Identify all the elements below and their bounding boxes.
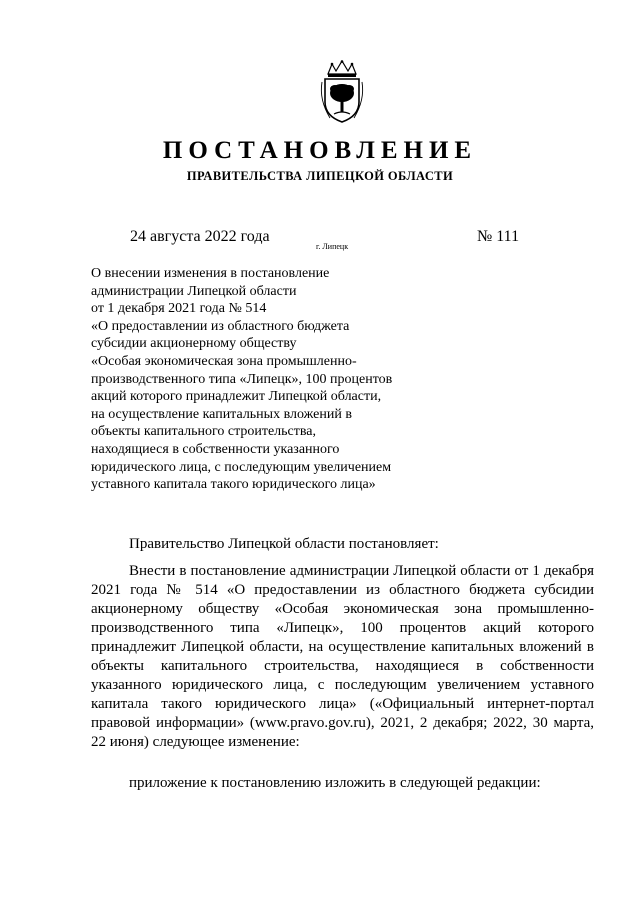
subject-line: «О предоставлении из областного бюджета <box>91 318 350 334</box>
body-paragraph: Внести в постановление администрации Липецкой области от 1 декабря 2021 года № 514 «О предоставлении из областного бюджета субсидии акционерному обществу «Особая экономическая зона промышленно-производственного типа «Липецк», 100 процентов акций которого принадлежит Липецкой области, на осуществление капитальных вложений в объекты капитального строительства, находящиеся в собственности указанного юридического лица, с последующим увеличением уставного капитала такого юридического лица» («Официальный интернет-портал правовой информации» (www.pravo.gov.ru), 2021, 2 декабря; 2022, 30 марта, 22 июня) следующее изменение: <box>91 563 594 750</box>
subject-line: производственного типа «Липецк», 100 процентов <box>91 371 393 387</box>
subject-line: уставного капитала такого юридического лица» <box>91 477 376 493</box>
document-type-title: ПОСТАНОВЛЕНИЕ <box>162 137 478 164</box>
subject-line: от 1 декабря 2021 года № 514 <box>91 301 267 317</box>
document-date: 24 августа 2022 года <box>130 228 270 245</box>
subject-line: О внесении изменения в постановление <box>91 266 330 281</box>
subject-line: на осуществление капитальных вложений в <box>91 406 352 422</box>
coat-of-arms-icon <box>318 60 366 124</box>
subject-line: субсидии акционерному обществу <box>91 336 297 352</box>
preamble: Правительство Липецкой области постановляет: <box>129 536 439 552</box>
issuing-authority: ПРАВИТЕЛЬСТВА ЛИПЕЦКОЙ ОБЛАСТИ <box>186 169 454 183</box>
subject-line: юридического лица, с последующим увеличением <box>91 459 392 475</box>
closing-line: приложение к постановлению изложить в следующей редакции: <box>129 775 541 791</box>
document-subject <box>91 265 491 494</box>
body-text <box>91 562 594 752</box>
subject-line: «Особая экономическая зона промышленно- <box>91 353 357 369</box>
subject-line: объекты капитального строительства, <box>91 424 317 440</box>
subject-line: администрации Липецкой области <box>91 283 297 299</box>
subject-line: находящиеся в собственности указанного <box>91 441 340 457</box>
document-number: № 111 <box>477 228 520 245</box>
document-place: г. Липецк <box>316 242 349 251</box>
subject-line: акций которого принадлежит Липецкой области, <box>91 389 382 405</box>
